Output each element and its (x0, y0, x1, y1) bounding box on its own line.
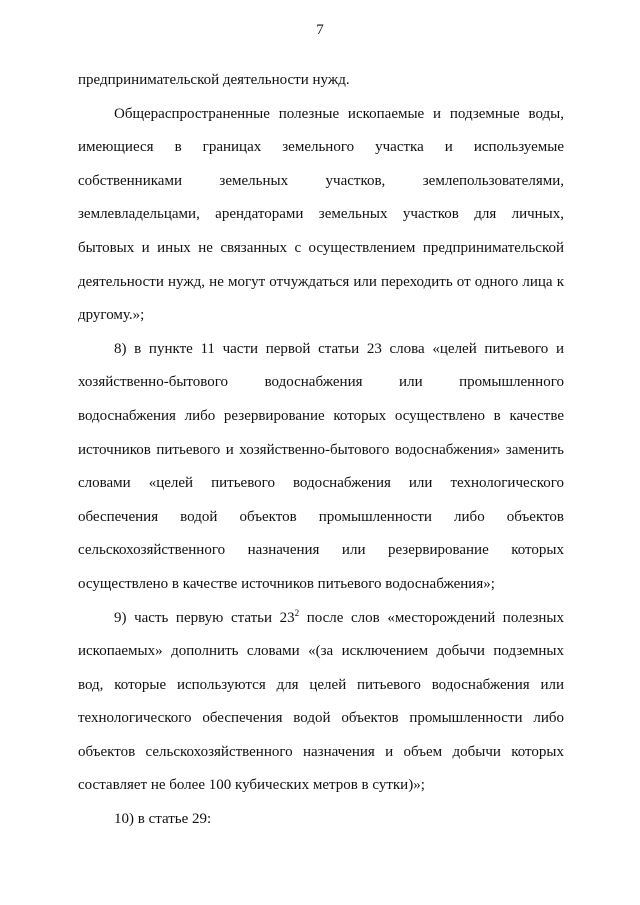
text-line: хозяйственно-бытового водоснабжения или промышленного (78, 374, 564, 391)
text-line: бытовых и иных не связанных с осуществлением предпринимательской (78, 239, 564, 256)
text-segment: после слов «месторождений полезных (299, 609, 564, 626)
text-line: ископаемых» дополнить словами «(за исключением добычи подземных (78, 643, 564, 660)
page-number: 7 (316, 22, 324, 38)
text-line: сельскохозяйственного назначения или резервирование которых (78, 542, 564, 559)
text-line: составляет не более 100 кубических метров в сутки)»; (78, 777, 425, 794)
text-line: имеющиеся в границах земельного участка и используемые (78, 139, 564, 156)
text-line: словами «целей питьевого водоснабжения или технологического (78, 475, 564, 492)
text-line: землевладельцами, арендаторами земельных участков для личных, (78, 206, 564, 223)
text-line: объектов сельскохозяйственного назначения и объем добычи которых (78, 743, 564, 760)
text-line-with-superscript (78, 602, 564, 636)
text-line: 8) в пункте 11 части первой статьи 23 слова «целей питьевого и (114, 340, 564, 357)
text-line: водоснабжения либо резервирование которых осуществлено в качестве (78, 407, 564, 424)
text-line: источников питьевого и хозяйственно-бытового водоснабжения» заменить (78, 441, 564, 458)
text-line: осуществлено в качестве источников питьевого водоснабжения»; (78, 575, 495, 592)
text-segment: 9) часть первую статьи 23 (114, 609, 295, 626)
superscript-index: 2 (294, 607, 300, 618)
document-body (78, 64, 564, 837)
text-line: обеспечения водой объектов промышленности либо объектов (78, 508, 564, 525)
text-line: 10) в статье 29: (114, 811, 212, 828)
text-line: собственниками земельных участков, землепользователями, (78, 172, 564, 189)
text-line: другому.»; (78, 307, 145, 324)
text-line: деятельности нужд, не могут отчуждаться или переходить от одного лица к (78, 273, 564, 290)
text-line: технологического обеспечения водой объектов промышленности либо (78, 710, 564, 727)
text-line: предпринимательской деятельности нужд. (78, 72, 350, 88)
text-line: вод, которые используются для целей питьевого водоснабжения или (78, 676, 564, 693)
text-line: Общераспространенные полезные ископаемые и подземные воды, (114, 105, 564, 122)
